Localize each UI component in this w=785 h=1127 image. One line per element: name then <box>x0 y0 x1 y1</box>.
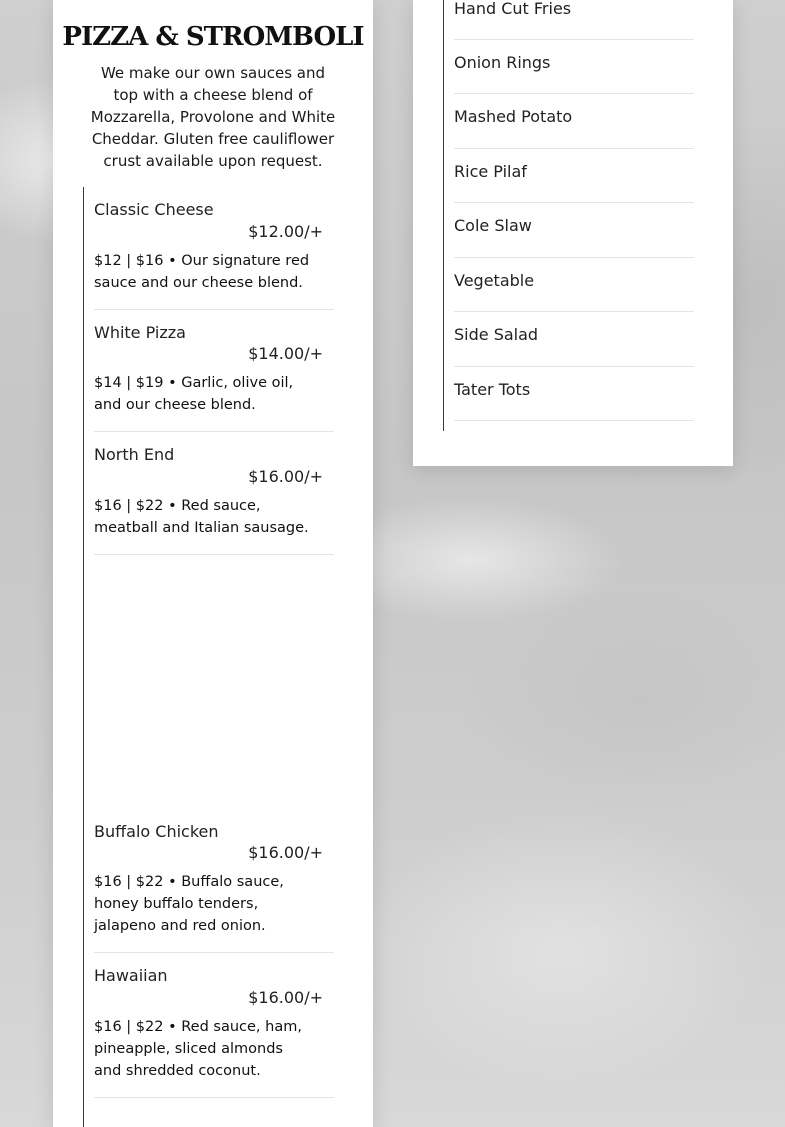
item-name: Buffalo Chicken <box>94 822 219 841</box>
item-name: North End <box>94 445 175 464</box>
menu-item[interactable] <box>94 444 334 555</box>
side-item[interactable] <box>454 367 694 421</box>
sides-menu-panel <box>413 0 733 466</box>
menu-item[interactable] <box>94 965 334 1098</box>
section-title: PIZZA & STROMBOLI <box>62 22 364 52</box>
side-name: Cole Slaw <box>454 216 532 235</box>
pizza-menu-panel <box>53 0 373 1127</box>
side-item[interactable] <box>454 94 694 149</box>
item-description: $12 | $16 • Our signature red sauce and our cheese blend. <box>94 253 310 291</box>
item-price: $16.00/+ <box>248 843 323 862</box>
item-name: White Pizza <box>94 323 186 342</box>
item-name: Classic Cheese <box>94 200 214 219</box>
side-name: Side Salad <box>454 325 539 344</box>
side-item[interactable] <box>454 0 694 40</box>
item-description: $16 | $22 • Red sauce, ham, pineapple, sliced almonds and shredded coconut. <box>94 1019 302 1079</box>
menu-item[interactable] <box>94 322 334 432</box>
side-name: Hand Cut Fries <box>454 0 572 18</box>
accent-divider <box>443 0 444 431</box>
side-name: Tater Tots <box>454 380 531 399</box>
item-price: $12.00/+ <box>248 222 323 241</box>
item-price: $14.00/+ <box>248 344 323 363</box>
side-name: Vegetable <box>454 271 535 290</box>
menu-item[interactable] <box>94 821 334 953</box>
item-price: $16.00/+ <box>248 467 323 486</box>
menu-item[interactable] <box>94 199 334 310</box>
item-name: Hawaiian <box>94 966 168 985</box>
side-name: Mashed Potato <box>454 107 573 126</box>
item-description: $16 | $22 • Red sauce, meatball and Italian sausage. <box>94 498 309 536</box>
side-item[interactable] <box>454 40 694 94</box>
item-price: $16.00/+ <box>248 988 323 1007</box>
side-name: Rice Pilaf <box>454 162 527 181</box>
item-description: $14 | $19 • Garlic, olive oil, and our cheese blend. <box>94 375 294 413</box>
side-item[interactable] <box>454 258 694 312</box>
side-item[interactable] <box>454 149 694 203</box>
side-item[interactable] <box>454 312 694 367</box>
section-description: We make our own sauces and top with a cheese blend of Mozzarella, Provolone and White Cheddar. Gluten free cauliflower crust available upon request. <box>90 64 336 170</box>
side-name: Onion Rings <box>454 53 551 72</box>
side-item[interactable] <box>454 203 694 258</box>
accent-divider <box>83 187 84 1127</box>
item-description: $16 | $22 • Buffalo sauce, honey buffalo tenders, jalapeno and red onion. <box>94 874 284 934</box>
